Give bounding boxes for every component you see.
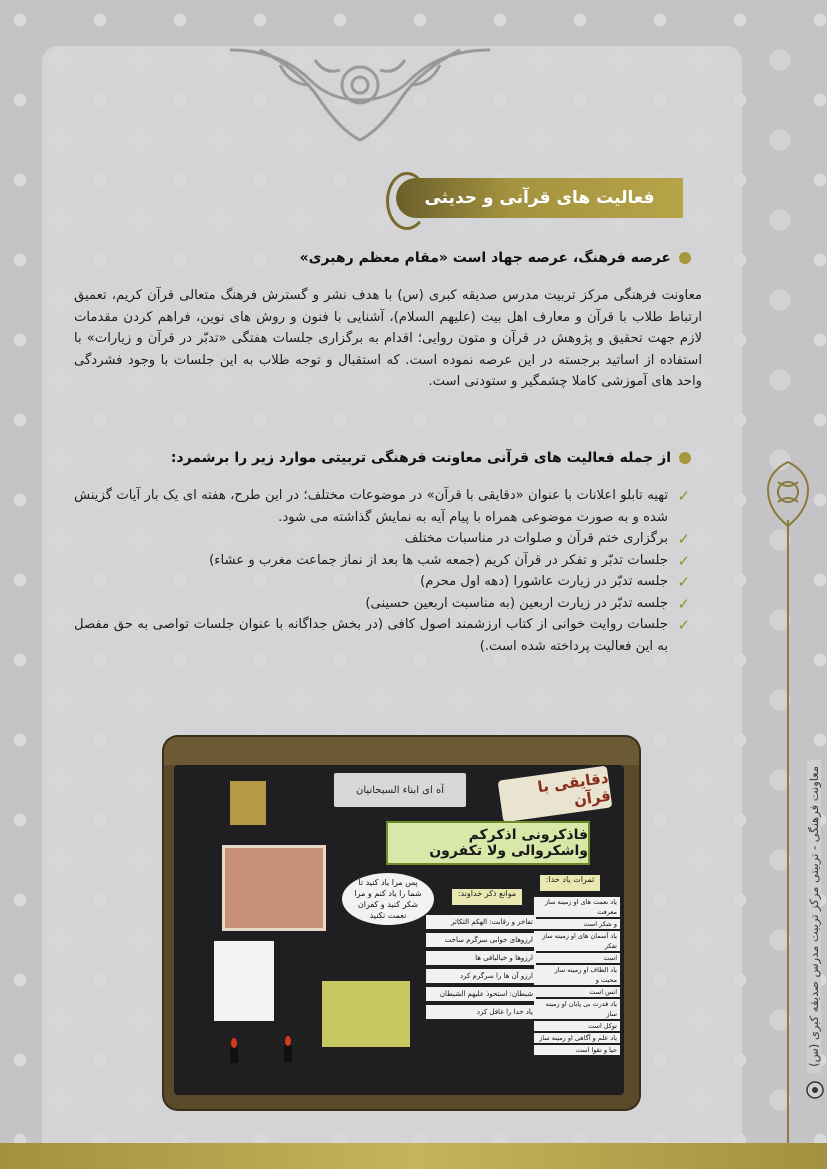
- board-note: یاد علم و آگاهی او زمینه ساز: [534, 1033, 620, 1043]
- list-item: ✓ جلسات تدبّر و تفکر در قرآن کریم (جمعه شب ها بعد از نماز جماعت مغرب و عشاء): [74, 550, 690, 572]
- check-icon: ✓: [677, 487, 690, 505]
- board-note: حیا و تقوا است: [534, 1045, 620, 1055]
- heading-1: [300, 250, 691, 266]
- bulletin-board-photo: [164, 737, 639, 1109]
- candle-icon: [224, 1035, 304, 1065]
- paragraph-1: معاونت فرهنگی مرکز تربیت مدرس صدیقه کبری (س) با هدف نشر و گسترش فرهنگ متعالی قرآن کریم، تعمیق ارتباط طلاب با قرآن و معارف اهل بیت (علیهم السلام)، آشنایی با فنون و روش های نوین، فراهم کردن مقدمات لازم جهت تحقیق و پژوهش در قرآن و متون روایی؛ اقدام به برگزاری جلسات هفتگی «تدبّر در قرآن و زیارات» با استفاده از اساتید برجسته در این عرصه نموده است. که استقبال و توجه طلاب به این جلسات با وجود فشردگی واحد های آموزشی کاملا چشمگیر و ستودنی است.: [74, 288, 702, 389]
- board-label-asar: ثمرات یاد خدا:: [540, 875, 600, 891]
- board-notes-left: [426, 911, 536, 1081]
- flower-icon: [805, 1080, 825, 1100]
- heading-2-text: از جمله فعالیت های قرآنی معاونت فرهنگی تربیتی موارد زیر را برشمرد:: [170, 450, 671, 466]
- check-icon: ✓: [677, 616, 690, 634]
- board-note: یاد نعمت های او زمینه ساز معرفت: [534, 897, 620, 917]
- list-item: ✓ جلسه تدبّر در زیارت اربعین (به مناسبت اربعین حسینی): [74, 593, 690, 615]
- board-note: ارزو آن ها را سرگرم کرد: [426, 969, 536, 983]
- bottom-bar: [0, 1143, 827, 1169]
- board-note: توکل است: [534, 1021, 620, 1031]
- list-item: ✓ تهیه تابلو اعلانات با عنوان «دقایقی با قرآن» در موضوعات مختلف؛ در این طرح، هفته ای یک بار آیات گزینش شده و به صورت موضوعی همراه با پیام آیه به نمایش گذاشته می شود.: [74, 487, 690, 525]
- board-note: ارزوهای خوابی سرگرم ساخت: [426, 933, 536, 947]
- board-banner: دقایقی با قرآن: [498, 766, 613, 823]
- photo-top-edge: [164, 737, 639, 765]
- heading-1-text: عرصه فرهنگ، عرصه جهاد است «مقام معظم رهبری»: [299, 250, 671, 266]
- board-note: یاد الطاف او زمینه ساز محبت و: [534, 965, 620, 985]
- board-notes-right: [534, 895, 620, 1085]
- heading-2: [171, 450, 691, 466]
- board-note: یاد آسمان های او زمینه ساز تفکر: [534, 931, 620, 951]
- bullet-dot-icon: [679, 452, 691, 464]
- check-icon: ✓: [677, 530, 690, 548]
- board-note: یاد قدرت بی پایان او زمینه ساز: [534, 999, 620, 1019]
- board-note: است: [534, 953, 620, 963]
- bullet-dot-icon: [679, 252, 691, 264]
- bulletin-board: [174, 765, 624, 1095]
- board-note: انس است: [534, 987, 620, 997]
- rail-line: [787, 520, 789, 1169]
- list-item: ✓ جلسات روایت خوانی از کتاب ارزشمند اصول کافی (در بخش جداگانه با عنوان جلسات تواصی به حق مفصل به این فعالیت پرداخته شده است.): [74, 616, 690, 654]
- board-note: شیطان: استحوذ علیهم الشیطان: [426, 987, 536, 1001]
- board-small-banner: آه ای ابناء السبحانیان: [334, 773, 466, 807]
- board-picture: [322, 981, 410, 1047]
- board-note: تفاخر و رقابت: الهکم التکاثر: [426, 915, 536, 929]
- board-note: و شکر است: [534, 919, 620, 929]
- board-label-mawane: موانع ذکر خداوند:: [452, 889, 522, 905]
- board-speech-bubble: پس مرا یاد کنید تا شما را یاد کنم و مرا شکر کنید و کفران نعمت نکنید: [342, 873, 434, 925]
- board-note: ارزوها و خیالبافی ها: [426, 951, 536, 965]
- rail-caption: معاونت فرهنگی - تربیتی مرکز تربیت مدرس صدیقه کبری (س): [807, 760, 821, 1073]
- board-photo-card: [222, 845, 326, 931]
- list-item: ✓ جلسه تدبّر در زیارت عاشورا (دهه اول محرم): [74, 571, 690, 593]
- board-poster: [214, 941, 274, 1021]
- activity-checklist: [74, 485, 690, 657]
- section-title: فعالیت های قرآنی و حدیثی: [396, 178, 683, 218]
- check-icon: ✓: [677, 594, 690, 613]
- board-note: یاد خدا را غافل کرد: [426, 1005, 536, 1019]
- check-icon: ✓: [677, 573, 690, 591]
- list-item: ✓ برگزاری ختم قرآن و صلوات در مناسبات مختلف: [74, 528, 690, 550]
- board-calligraphy-frame: [230, 781, 266, 825]
- top-ornament-icon: [220, 40, 500, 150]
- board-verse: فاذکرونی اذکرکم واشکروالی ولا تکفرون: [386, 821, 590, 865]
- right-rail: [776, 460, 800, 1169]
- check-icon: ✓: [677, 551, 690, 570]
